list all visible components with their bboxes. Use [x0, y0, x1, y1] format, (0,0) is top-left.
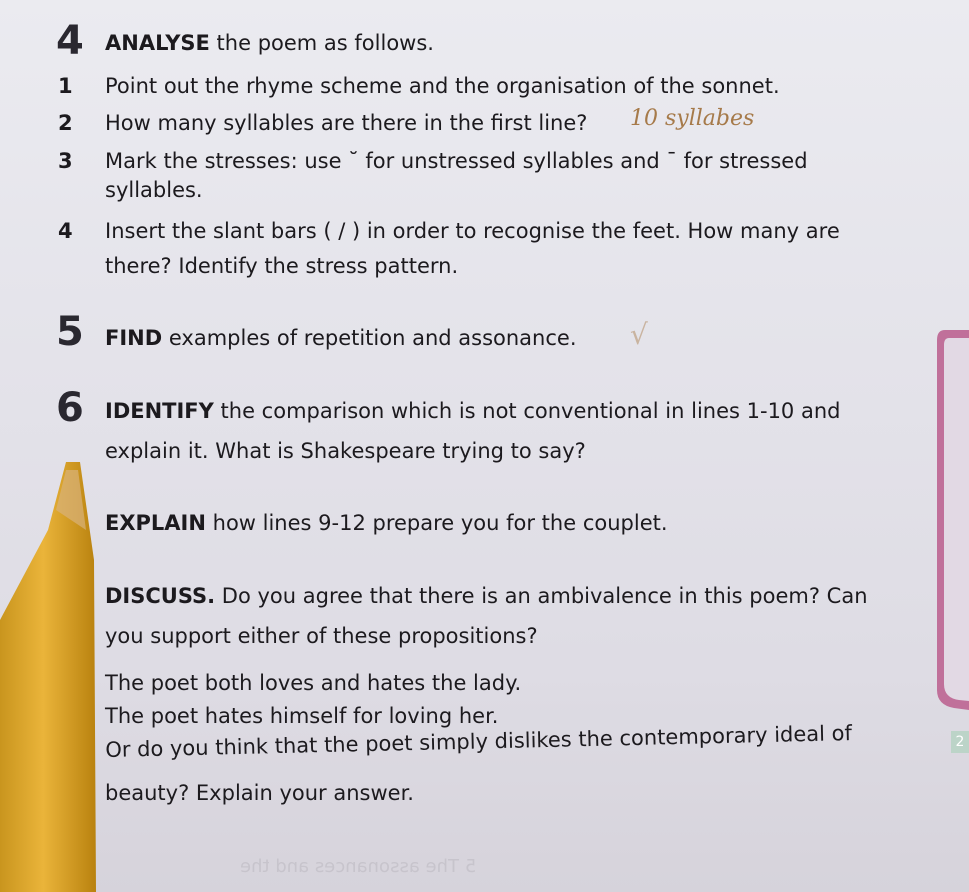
item-4-line-1: Insert the slant bars ( / ) in order to recognise the feet. How many are: [105, 219, 840, 243]
section-5-number: 5: [56, 309, 84, 355]
handwritten-check-icon: √: [630, 318, 648, 351]
item-3-line-2: syllables.: [105, 178, 203, 202]
identify-text: the comparison which is not conventional in lines 1-10 and: [213, 399, 841, 423]
section-7-text: [105, 510, 668, 536]
discuss-keyword: DISCUSS.: [105, 584, 216, 608]
page-number: 2: [951, 731, 969, 753]
binder-edge: [909, 0, 969, 892]
find-text: examples of repetition and assonance.: [162, 326, 577, 350]
item-4-number: 4: [58, 219, 73, 243]
handwritten-answer: 10 syllabes: [630, 106, 755, 131]
section-8-line-2: you support either of these propositions?: [105, 624, 538, 648]
pencil-image: [0, 0, 110, 892]
proposition-1: The poet both loves and hates the lady.: [105, 671, 522, 695]
section-5-text: [105, 325, 577, 351]
item-2-number: 2: [58, 111, 73, 135]
item-2-text: How many syllables are there in the first line?: [105, 111, 588, 135]
section-4-number: 4: [56, 18, 84, 64]
bleed-through-text: 5 The assonances and the: [240, 856, 477, 877]
section-8-line-1: [105, 583, 868, 609]
section-6-line-2: explain it. What is Shakespeare trying to say?: [105, 439, 586, 463]
heading-text: the poem as follows.: [209, 31, 434, 55]
item-3-line-1: Mark the stresses: use ˘ for unstressed syllables and ¯ for stressed: [105, 149, 808, 173]
proposition-2: The poet hates himself for loving her.: [105, 704, 499, 728]
discuss-text: Do you agree that there is an ambivalence in this poem? Can: [215, 584, 868, 608]
explain-keyword: EXPLAIN: [105, 511, 206, 535]
heading-keyword: ANALYSE: [105, 31, 210, 55]
section-4-heading: [105, 30, 434, 56]
section-6-number: 6: [56, 385, 84, 431]
section-8-line-6: beauty? Explain your answer.: [105, 781, 414, 805]
section-6-line-1: [105, 398, 840, 424]
find-keyword: FIND: [105, 326, 163, 350]
explain-text: how lines 9-12 prepare you for the couplet.: [205, 511, 668, 535]
item-1-number: 1: [58, 74, 73, 98]
item-3-number: 3: [58, 149, 73, 173]
section-8-line-5: Or do you think that the poet simply dislikes the contemporary ideal of: [105, 721, 853, 762]
item-4-line-2: there? Identify the stress pattern.: [105, 254, 459, 278]
identify-keyword: IDENTIFY: [105, 399, 214, 423]
item-1-text: Point out the rhyme scheme and the organisation of the sonnet.: [105, 74, 780, 98]
